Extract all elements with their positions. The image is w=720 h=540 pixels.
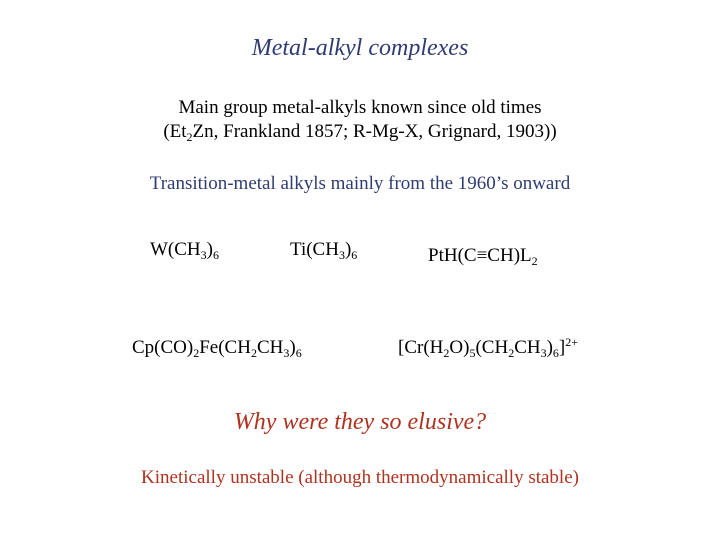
slide-title: Metal-alkyl complexes [251, 35, 469, 61]
answer-text: Kinetically unstable (although thermodynamically stable) [141, 467, 579, 488]
formula-ti-ch3-6: $Ti(CH_3)_6$ [290, 239, 358, 262]
formula-w-ch3-6: $W(CH_3)_6$ [150, 239, 219, 262]
intro-line-2-subscript: 2 [186, 130, 193, 144]
intro-line-2 [0, 120, 720, 144]
formula-pt-alkynyl: $PtH(C\equiv CH)L_2$ [428, 245, 538, 268]
transition-metal-line: Transition-metal alkyls mainly from the 1960’s onward [149, 173, 571, 194]
intro-line-2-part: Zn, Frankland 1857; R-Mg-X, Grignard, 1903)) [192, 121, 557, 142]
intro-text [0, 96, 720, 144]
intro-line-2-part: (Et [163, 121, 187, 142]
question-heading: Why were they so elusive? [233, 409, 487, 435]
intro-line-1: Main group metal-alkyls known since old times [178, 97, 542, 118]
formula-cp-fe-ethyl: $Cp(CO)_2Fe(CH_2CH_3)_6$ [132, 337, 302, 360]
formula-cr-aqua-ethyl: $[Cr(H_2O)_5(CH_2CH_3)_6]^{2+}$ [398, 335, 579, 360]
